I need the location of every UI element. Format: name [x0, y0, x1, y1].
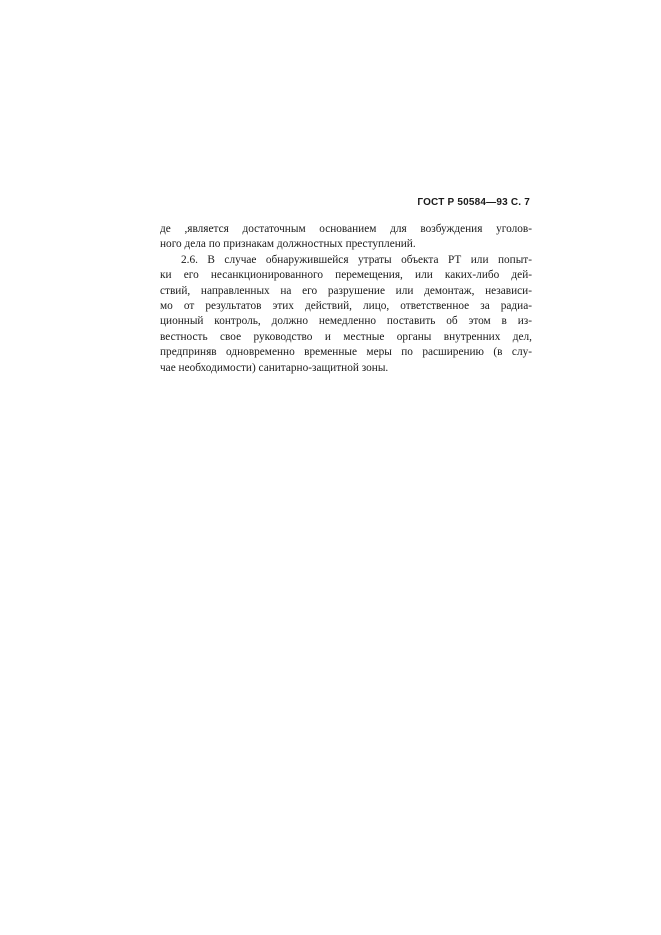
text-line: ционный контроль, должно немедленно поставить об этом в из-	[160, 315, 532, 328]
document-body	[160, 222, 532, 376]
text-line: ствий, направленных на его разрушение или демонтаж, независи-	[160, 284, 532, 297]
text-line: ного дела по признакам должностных преступлений.	[160, 238, 416, 251]
paragraph-continuation	[160, 222, 532, 253]
page-header-standard: ГОСТ Р 50584—93 С. 7	[417, 197, 530, 208]
text-line: вестность свое руководство и местные органы внутренних дел,	[160, 330, 532, 343]
paragraph-2-6	[160, 253, 532, 376]
text-line: де ,является достаточным основанием для возбуждения уголов-	[160, 223, 532, 235]
text-line: 2.6. В случае обнаружившейся утраты объекта РТ или попыт-	[181, 253, 532, 266]
text-line: ки его несанкционированного перемещения, или каких-либо дей-	[160, 269, 532, 282]
text-line: чае необходимости) санитарно-защитной зоны.	[160, 361, 389, 374]
text-line: предприняв одновременно временные меры по расширению (в слу-	[160, 346, 532, 359]
text-line: мо от результатов этих действий, лицо, ответственное за радиа-	[160, 299, 532, 312]
